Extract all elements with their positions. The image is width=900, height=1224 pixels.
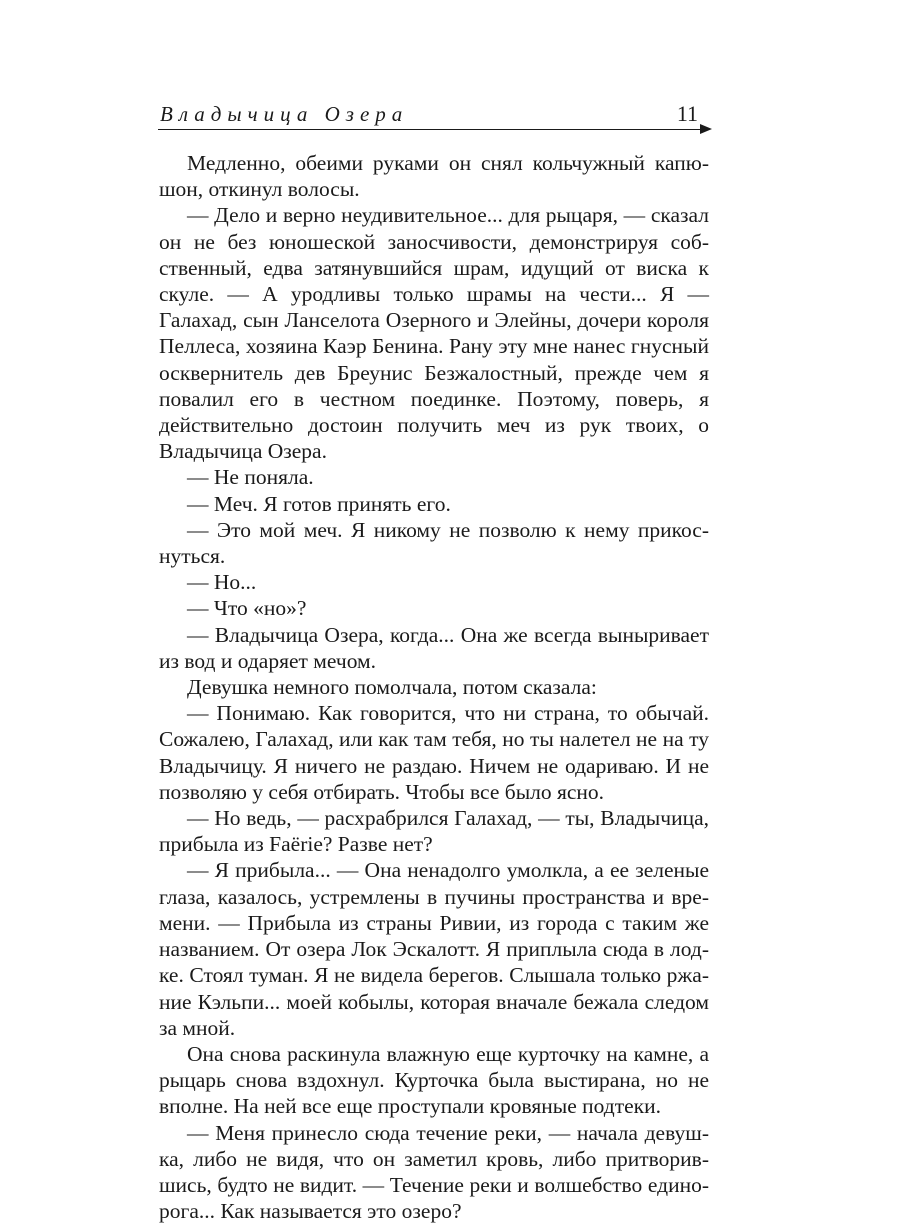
paragraph: Девушка немного помолчала, потом сказала: (187, 675, 597, 700)
paragraph: — Владычица Озера, когда... Она же всегда выныривает из вод и одаряет мечом. (159, 622, 709, 673)
paragraph: — Это мой меч. Я никому не позволю к нему прикоснуться. (159, 517, 709, 569)
paragraph: Она снова раскинула влажную еще курточку на камне, а рыцарь снова вздохнул. Курточка была выстирана, но не вполне. На ней все еще проступали кровяные подтеки. (159, 1041, 709, 1119)
body-text (159, 150, 709, 1224)
paragraph: — Не поняла. (187, 465, 314, 490)
paragraph: — Что «но»? (187, 596, 307, 621)
paragraph: — Но... (187, 570, 257, 595)
running-title: Владычица Озера (160, 102, 409, 126)
header-rule (158, 129, 702, 130)
page-number: 11 (676, 101, 698, 126)
arrow-right-icon (700, 124, 712, 134)
paragraph: — Понимаю. Как говорится, что ни страна, то обычай. Сожалею, Галахад, или как там тебя, но ты налетел не на ту Владычицу. Я ничего не раздаю. Ничем не одариваю. И не позволяю у себя отбирать. Чтобы все было ясно. (159, 701, 709, 804)
paragraph: — Дело и верно неудивительное... для рыцаря, — сказал он не без юношеской заносчивости, демонстрируя собственный, едва затянувшийся шрам, идущий от виска к скуле. — А уродливы только шрамы на чести... Я — Галахад, сын Ланселота Озерного и Элейны, дочери короля Пеллеса, хозяина Каэр Бенина. Рану эту мне нанес гнусный осквернитель дев Бреунис Безжалостный, прежде чем я повалил его в честном поединке. Поэтому, поверь, я действительно достоин получить меч из рук твоих, о Владычица Озера. (159, 203, 709, 464)
paragraph: — Меч. Я готов принять его. (187, 491, 451, 516)
paragraph: Медленно, обеими руками он снял кольчужный капюшон, откинул волосы. (159, 151, 709, 202)
paragraph: — Меня принесло сюда течение реки, — начала девушка, либо не видя, что он заметил кровь, либо притворившись, будто не видит. — Течение реки и волшебство единорога... Как называется это озеро? (159, 1120, 709, 1224)
paragraph: — Я прибыла... — Она ненадолго умолкла, а ее зеленые глаза, казалось, устремлены в пучины пространства и времени. — Прибыла из страны Ривии, из города с таким же названием. От озера Лок Эскалотт. Я приплыла сюда в лодке. Стоял туман. Я не видела берегов. Слышала только ржание Кэльпи... моей кобылы, которая вначале бежала следом за мной. (159, 858, 709, 1040)
running-head (158, 100, 710, 130)
paragraph: — Но ведь, — расхрабрился Галахад, — ты, Владычица, прибыла из Faёrie? Разве нет? (159, 806, 709, 857)
